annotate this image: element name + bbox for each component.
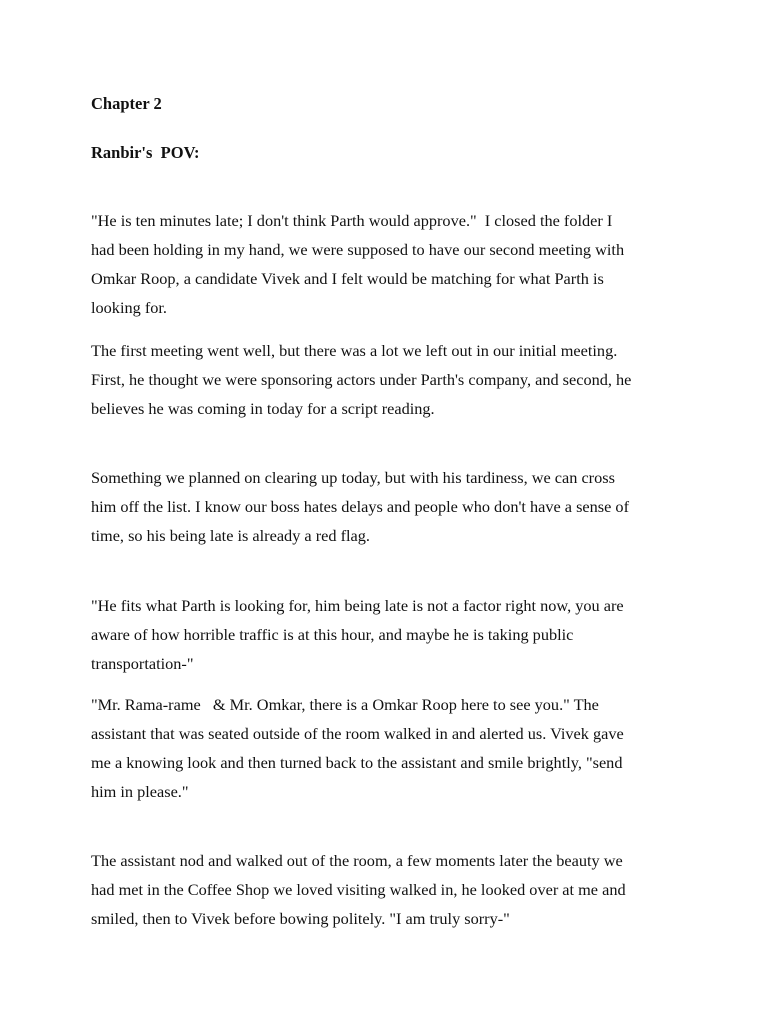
paragraph-line: "Mr. Rama-rame & Mr. Omkar, there is a Omkar Roop here to see you." The [91, 695, 599, 714]
paragraph-line: First, he thought we were sponsoring actors under Parth's company, and second, he [91, 370, 632, 389]
paragraph-line: assistant that was seated outside of the room walked in and alerted us. Vivek gave [91, 724, 624, 743]
paragraph-line: me a knowing look and then turned back to the assistant and smile brightly, "send [91, 753, 623, 772]
paragraph-line: transportation-" [91, 654, 194, 673]
pov-heading: Ranbir's POV: [91, 143, 200, 162]
chapter-title: Chapter 2 [91, 94, 162, 113]
paragraph-5 [91, 690, 691, 806]
paragraph-line: had met in the Coffee Shop we loved visiting walked in, he looked over at me and [91, 880, 626, 899]
paragraph-line: Omkar Roop, a candidate Vivek and I felt would be matching for what Parth is [91, 269, 604, 288]
paragraph-line: looking for. [91, 298, 167, 317]
paragraph-line: "He is ten minutes late; I don't think Parth would approve." I closed the folder I [91, 211, 613, 230]
paragraph-line: believes he was coming in today for a script reading. [91, 399, 435, 418]
paragraph-line: time, so his being late is already a red flag. [91, 526, 370, 545]
paragraph-6 [91, 846, 691, 933]
paragraph-3 [91, 463, 691, 550]
paragraph-line: had been holding in my hand, we were supposed to have our second meeting with [91, 240, 625, 259]
paragraph-line: The assistant nod and walked out of the room, a few moments later the beauty we [91, 851, 623, 870]
paragraph-line: aware of how horrible traffic is at this hour, and maybe he is taking public [91, 625, 574, 644]
paragraph-1 [91, 206, 691, 322]
paragraph-2 [91, 336, 691, 423]
paragraph-line: Something we planned on clearing up today, but with his tardiness, we can cross [91, 468, 615, 487]
paragraph-line: smiled, then to Vivek before bowing politely. "I am truly sorry-" [91, 909, 510, 928]
paragraph-line: "He fits what Parth is looking for, him being late is not a factor right now, you are [91, 596, 624, 615]
paragraph-line: him off the list. I know our boss hates delays and people who don't have a sense of [91, 497, 629, 516]
paragraph-4 [91, 591, 691, 678]
paragraph-line: The first meeting went well, but there was a lot we left out in our initial meeting. [91, 341, 618, 360]
paragraph-line: him in please." [91, 782, 189, 801]
